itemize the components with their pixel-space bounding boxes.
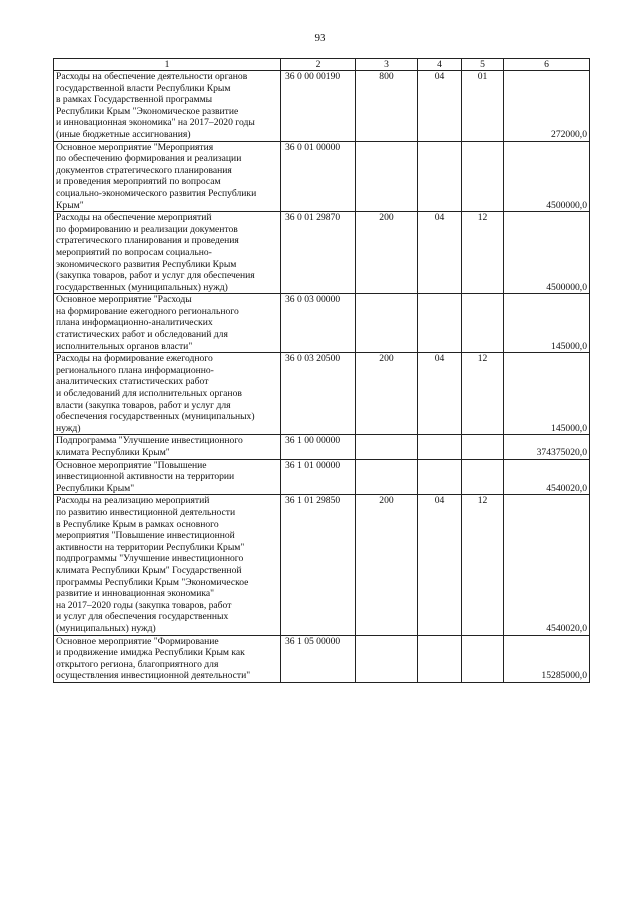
row-col3 — [356, 435, 418, 459]
row-col5: 12 — [462, 495, 504, 635]
table-row — [54, 141, 590, 212]
row-code: 36 1 05 00000 — [281, 635, 356, 682]
page-number: 93 — [314, 32, 326, 44]
row-col3: 200 — [356, 495, 418, 635]
row-col3 — [356, 635, 418, 682]
table-row — [54, 435, 590, 459]
row-code: 36 1 01 00000 — [281, 459, 356, 495]
row-col5 — [462, 435, 504, 459]
row-amount: 4500000,0 — [504, 141, 590, 212]
row-col4 — [418, 294, 462, 353]
row-amount: 145000,0 — [504, 294, 590, 353]
column-header: 5 — [462, 59, 504, 71]
row-col5 — [462, 635, 504, 682]
row-col5: 12 — [462, 212, 504, 294]
table-row — [54, 495, 590, 635]
row-amount: 15285000,0 — [504, 635, 590, 682]
row-col4 — [418, 141, 462, 212]
column-header: 6 — [504, 59, 590, 71]
row-col4 — [418, 635, 462, 682]
row-col5 — [462, 294, 504, 353]
row-col4: 04 — [418, 495, 462, 635]
row-description: Расходы на формирование ежегодного регионального плана информационно- аналитических статистических работ и обследований для исполнительных органов власти (закупка товаров, работ и услуг для обеспечения государственных (муниципальных) нужд) — [54, 353, 281, 435]
row-amount: 374375020,0 — [504, 435, 590, 459]
row-amount: 4500000,0 — [504, 212, 590, 294]
row-code: 36 0 01 29870 — [281, 212, 356, 294]
row-description: Расходы на реализацию мероприятий по развитию инвестиционной деятельности в Республике Крым в рамках основного мероприятия "Повышение инвестиционной активности на территории Республики Крым" подпрограммы "Улучшение инвестиционного климата Республики Крым" Государственной программы Республики Крым "Экономическое развитие и инновационная экономика" на 2017–2020 годы (закупка товаров, работ и услуг для обеспечения государственных (муниципальных) нужд) — [54, 495, 281, 635]
table-row — [54, 294, 590, 353]
row-amount: 4540020,0 — [504, 459, 590, 495]
row-col4: 04 — [418, 71, 462, 142]
table-header-row — [54, 59, 590, 71]
row-col5: 01 — [462, 71, 504, 142]
row-amount: 272000,0 — [504, 71, 590, 142]
row-col3: 200 — [356, 212, 418, 294]
row-description: Основное мероприятие "Формирование и продвижение имиджа Республики Крым как открытого региона, благоприятного для осуществления инвестиционной деятельности" — [54, 635, 281, 682]
row-col3: 800 — [356, 71, 418, 142]
row-description: Расходы на обеспечение деятельности органов государственной власти Республики Крым в рамках Государственной программы Республики Крым "Экономическое развитие и инновационная экономика" на 2017–2020 годы (иные бюджетные ассигнования) — [54, 71, 281, 142]
row-col4 — [418, 435, 462, 459]
row-col3 — [356, 141, 418, 212]
row-code: 36 0 03 20500 — [281, 353, 356, 435]
row-code: 36 0 00 00190 — [281, 71, 356, 142]
row-amount: 4540020,0 — [504, 495, 590, 635]
row-col5: 12 — [462, 353, 504, 435]
column-header: 2 — [281, 59, 356, 71]
budget-table — [53, 58, 590, 683]
table-row — [54, 353, 590, 435]
row-description: Расходы на обеспечение мероприятий по формированию и реализации документов стратегического планирования и проведения мероприятий по вопросам социально- экономического развития Республики Крым (закупка товаров, работ и услуг для обеспечения государственных (муниципальных) нужд) — [54, 212, 281, 294]
table-row — [54, 459, 590, 495]
column-header: 4 — [418, 59, 462, 71]
row-description: Основное мероприятие "Повышение инвестиционной активности на территории Республики Крым" — [54, 459, 281, 495]
row-description: Основное мероприятие "Мероприятия по обеспечению формирования и реализации документов стратегического планирования и проведения мероприятий по вопросам социально-экономического развития Республики Крым" — [54, 141, 281, 212]
row-code: 36 1 01 29850 — [281, 495, 356, 635]
row-code: 36 1 00 00000 — [281, 435, 356, 459]
row-col5 — [462, 141, 504, 212]
column-header: 1 — [54, 59, 281, 71]
table-row — [54, 212, 590, 294]
row-description: Подпрограмма "Улучшение инвестиционного климата Республики Крым" — [54, 435, 281, 459]
row-col4: 04 — [418, 212, 462, 294]
row-description: Основное мероприятие "Расходы на формирование ежегодного регионального плана информационно-аналитических статистических работ и обследований для исполнительных органов власти" — [54, 294, 281, 353]
row-col4: 04 — [418, 353, 462, 435]
column-header: 3 — [356, 59, 418, 71]
row-col4 — [418, 459, 462, 495]
row-code: 36 0 01 00000 — [281, 141, 356, 212]
table-row — [54, 71, 590, 142]
row-col3 — [356, 294, 418, 353]
row-col3 — [356, 459, 418, 495]
row-code: 36 0 03 00000 — [281, 294, 356, 353]
row-amount: 145000,0 — [504, 353, 590, 435]
row-col5 — [462, 459, 504, 495]
table-row — [54, 635, 590, 682]
row-col3: 200 — [356, 353, 418, 435]
